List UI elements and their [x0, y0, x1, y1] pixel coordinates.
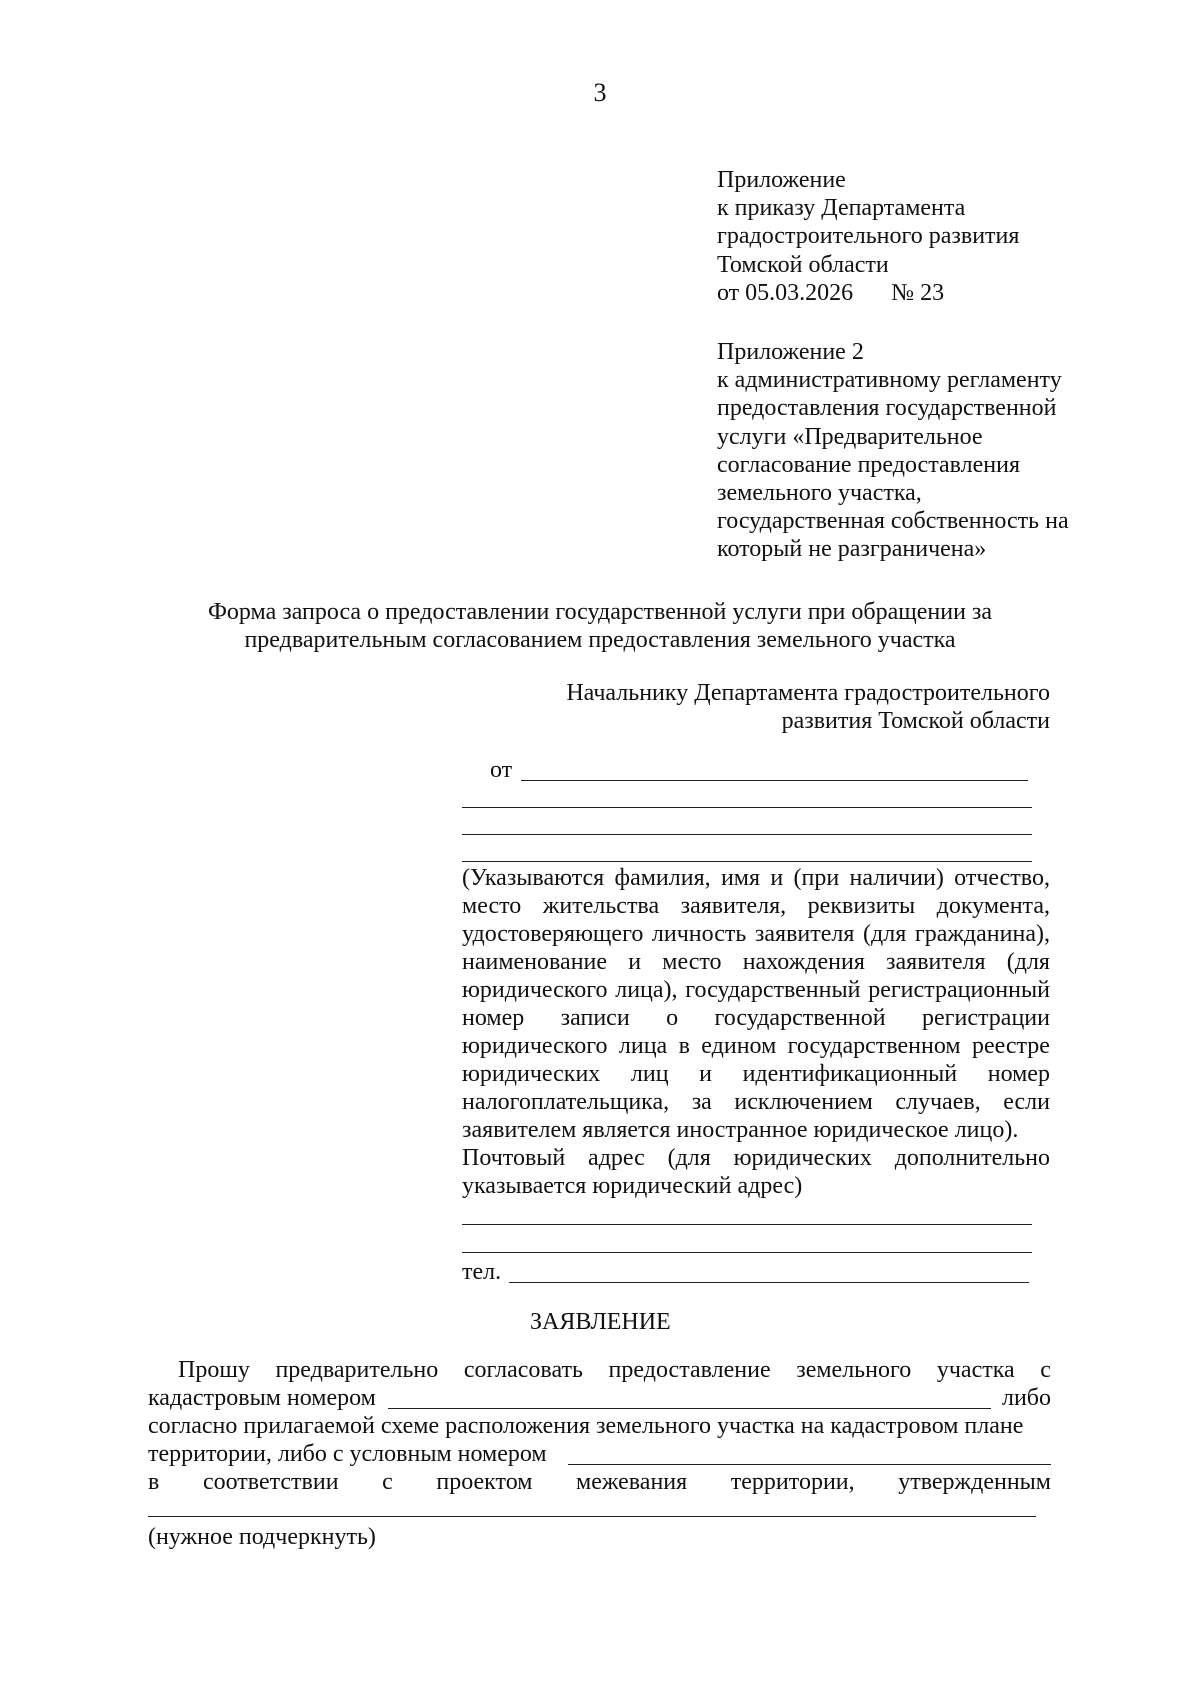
word: лиц — [630, 1061, 669, 1087]
appendix-regulation-line: услуги «Предварительное — [717, 423, 983, 450]
form-title-line: Форма запроса о предоставлении государственной услуги при обращении за — [207, 599, 993, 625]
word: едином — [701, 1033, 777, 1059]
address-field-line[interactable] — [462, 1224, 1032, 1225]
word: (при — [793, 865, 840, 891]
form-title — [150, 598, 1050, 654]
word: фамилия, — [614, 865, 711, 891]
note-line: указывается юридический адрес) — [462, 1173, 803, 1199]
addressee-line: Начальнику Департамента градостроительного — [566, 680, 1050, 706]
word: государственный — [685, 977, 861, 1003]
word: налогоплательщика, — [462, 1089, 670, 1115]
note-line: заявителем является иностранное юридическое лицо). — [462, 1117, 1019, 1143]
word: реестре — [971, 1033, 1050, 1059]
word: место — [662, 949, 722, 975]
from-field-line-3[interactable] — [462, 834, 1032, 835]
appendix-order-line: Томской области — [717, 251, 889, 278]
word: документа, — [936, 893, 1050, 919]
word: о — [666, 1005, 679, 1031]
note-line — [462, 976, 1050, 1004]
footnote: (нужное подчеркнуть) — [148, 1524, 376, 1550]
word: реквизиты — [807, 893, 916, 919]
word: и — [628, 949, 642, 975]
word: юридического — [462, 977, 608, 1003]
appendix-order-block — [717, 166, 1019, 307]
cadastral-number-label: кадастровым номером — [148, 1385, 376, 1411]
word: с — [1040, 1357, 1051, 1383]
note-line — [462, 1060, 1050, 1088]
word: регистрации — [922, 1005, 1050, 1031]
word: место — [462, 893, 522, 919]
order-number: № 23 — [891, 279, 945, 306]
appendix-regulation-line: земельного участка, — [717, 480, 922, 507]
word: номер — [987, 1061, 1050, 1087]
word: идентификационный — [742, 1061, 958, 1087]
word: лица), — [615, 977, 678, 1003]
word: гражданина), — [914, 921, 1050, 947]
word: юридических — [733, 1145, 872, 1171]
statement-line-5 — [148, 1468, 1051, 1496]
appendix-regulation-line: Приложение 2 — [717, 339, 864, 365]
word: заявителя, — [680, 893, 787, 919]
word: (для — [1006, 949, 1050, 975]
from-field-line-2[interactable] — [462, 807, 1032, 808]
word: юридического — [462, 1033, 608, 1059]
word: в — [148, 1469, 160, 1495]
word: соответствии — [202, 1469, 339, 1495]
tel-field-line[interactable] — [509, 1282, 1029, 1283]
word: номер — [462, 1005, 525, 1031]
from-field-line-4[interactable] — [462, 861, 1032, 862]
address-field-line-2[interactable] — [462, 1252, 1032, 1253]
word: исключением — [734, 1089, 873, 1115]
word: нахождения — [742, 949, 865, 975]
note-line — [462, 1144, 1050, 1172]
note-line — [462, 864, 1050, 892]
word: территории, — [730, 1469, 855, 1495]
word: утвержденным — [898, 1469, 1051, 1495]
word: адрес — [588, 1145, 645, 1171]
word: межевания — [576, 1469, 688, 1495]
word: предоставление — [608, 1357, 771, 1383]
appendix-regulation-line: государственная собственность на — [717, 508, 1069, 535]
addressee-line: развития Томской области — [781, 708, 1050, 734]
footnote-separator — [148, 1516, 1036, 1517]
word: и — [770, 865, 784, 891]
note-line — [462, 1004, 1050, 1032]
word: регистрационный — [868, 977, 1050, 1003]
appendix-regulation-line: предоставления государственной — [717, 395, 1057, 422]
word: если — [1003, 1089, 1050, 1115]
word: жительства — [542, 893, 660, 919]
word: (для — [667, 1145, 711, 1171]
note-line — [462, 1088, 1050, 1116]
tel-label: тел. — [462, 1259, 502, 1285]
statement-line-1 — [148, 1356, 1051, 1384]
cadastral-number-field[interactable] — [388, 1408, 991, 1409]
note-line — [462, 892, 1050, 920]
word: проектом — [436, 1469, 533, 1495]
order-date: от 05.03.2026 — [717, 279, 854, 306]
page-number: 3 — [593, 78, 607, 107]
word: участка — [936, 1357, 1015, 1383]
word: записи — [560, 1005, 630, 1031]
word: имя — [720, 865, 761, 891]
word: и — [699, 1061, 712, 1087]
word: заявителя — [754, 921, 855, 947]
appendix-regulation-block — [717, 338, 1069, 564]
word: случаев, — [895, 1089, 981, 1115]
from-field-line[interactable] — [521, 780, 1028, 781]
word: за — [691, 1089, 712, 1115]
appendix-regulation-line: который не разграничена» — [717, 536, 987, 563]
appendix-order-line: градостроительного развития — [717, 223, 1020, 250]
word: земельного — [796, 1357, 912, 1383]
word: (Указываются — [462, 865, 605, 891]
note-line — [462, 948, 1050, 976]
note-line — [462, 920, 1050, 948]
word: удостоверяющего — [462, 921, 644, 947]
from-label: от — [490, 757, 513, 783]
applicant-note — [462, 864, 1050, 1200]
appendix-regulation-line: согласование предоставления — [717, 451, 1021, 478]
statement-line-3: согласно прилагаемой схеме расположения земельного участка на кадастровом плане — [148, 1413, 1024, 1439]
form-title-line: предварительным согласованием предоставления земельного участка — [244, 627, 956, 653]
statement-heading: ЗАЯВЛЕНИЕ — [530, 1309, 671, 1335]
word: в — [678, 1033, 690, 1059]
conditional-number-label: территории, либо с условным номером — [148, 1441, 547, 1467]
word: Почтовый — [462, 1145, 566, 1171]
appendix-order-line: Приложение — [717, 167, 846, 193]
word: государственном — [787, 1033, 961, 1059]
order-date-number — [717, 279, 1019, 307]
word: наличии) — [849, 865, 944, 891]
word: личность — [651, 921, 747, 947]
appendix-order-line: к приказу Департамента — [717, 195, 966, 222]
word: юридических — [462, 1061, 601, 1087]
conditional-number-field[interactable] — [568, 1464, 1051, 1465]
appendix-regulation-line: к административному регламенту — [717, 367, 1062, 394]
word: заявителя — [886, 949, 986, 975]
word: государственной — [714, 1005, 886, 1031]
word: Прошу — [178, 1357, 250, 1383]
note-line — [462, 1032, 1050, 1060]
word: дополнительно — [894, 1145, 1050, 1171]
word: предварительно — [275, 1357, 439, 1383]
either-label: либо — [1001, 1385, 1051, 1411]
word: (для — [863, 921, 907, 947]
word: лица — [618, 1033, 668, 1059]
word: отчество, — [954, 865, 1050, 891]
word: согласовать — [463, 1357, 583, 1383]
word: с — [382, 1469, 393, 1495]
word: наименование — [462, 949, 608, 975]
